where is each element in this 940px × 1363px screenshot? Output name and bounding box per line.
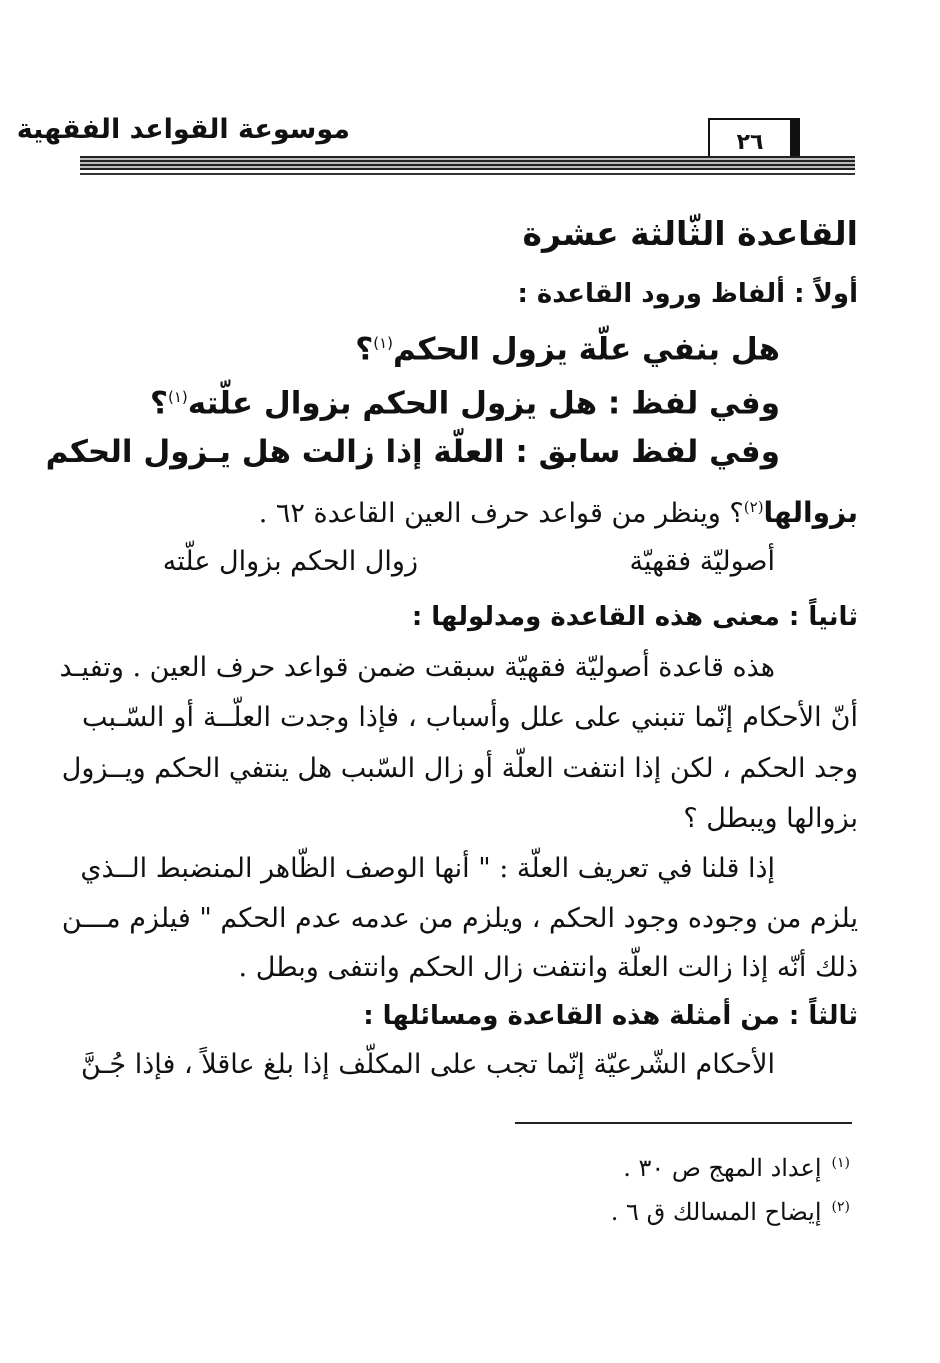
wording-3-line1: وفي لفظ سابق : العلّة إذا زالت هل يـزول الحكم (45, 434, 780, 470)
rule-title: القاعدة الثّالثة عشرة (522, 214, 858, 253)
rule-subject: زوال الحكم بزوال علّته (162, 546, 418, 577)
footnote-1-mark: (١) (831, 1155, 850, 1171)
para4-line1: الأحكام الشّرعيّة إنّما تجب على المكلّف إذا بلغ عاقلاً ، فإذا جُـنَّ (80, 1049, 775, 1080)
para3-line3: ذلك أنّه إذا زالت العلّة وانتفت زال الحكم وانتفى وبطل . (238, 952, 858, 983)
wording-1 (355, 323, 780, 369)
header-rule (80, 156, 855, 170)
footnote-1 (623, 1146, 850, 1185)
footnote-2-mark: (٢) (831, 1199, 850, 1215)
header-rule-thin (80, 173, 855, 175)
para2-line3: وجد الحكم ، لكن إذا انتفت العلّة أو زال السّبب هل ينتفي الحكم ويــزول (61, 753, 858, 784)
footnote-2-text: إيضاح المسالك ق ٦ . (610, 1198, 822, 1226)
para2-line1: هذه قاعدة أصوليّة فقهيّة سبقت ضمن قواعد حرف العين . وتفيـد (59, 652, 775, 683)
book-title: موسوعة القواعد الفقهية (16, 114, 350, 145)
section2-heading: ثانياً : معنى هذه القاعدة ومدلولها : (411, 602, 858, 632)
wording-1-qmark: ؟ (355, 331, 374, 368)
footnote-ref-3[interactable]: (٢) (743, 498, 764, 516)
para3-line1: إذا قلنا في تعريف العلّة : " أنها الوصف الظّاهر المنضبط الــذي (80, 853, 775, 884)
section1-heading: أولاً : ألفاظ ورود القاعدة : (517, 279, 858, 309)
footnote-ref-1[interactable]: (١) (373, 334, 394, 352)
wording-2 (150, 377, 780, 423)
para3-line2: يلزم من وجوده وجود الحكم ، ويلزم من عدمه عدم الحكم " فيلزم مـــن (61, 903, 858, 934)
footnote-separator (515, 1122, 852, 1124)
para2-line2: أنّ الأحكام إنّما تنبني على علل وأسباب ، فإذا وجدت العلّــة أو السّـبب (82, 702, 858, 733)
wording-3-line2 (259, 487, 858, 534)
rule-category: أصوليّة فقهيّة (629, 546, 775, 577)
page-number: ٢٦ (708, 118, 800, 168)
footnote-1-text: إعداد المهج ص ٣٠ . (623, 1154, 822, 1182)
wording-2-text: وفي لفظ : هل يزول الحكم بزوال علّته (187, 385, 780, 422)
footnote-ref-2[interactable]: (١) (167, 388, 188, 406)
wording-3-bold: بزوالها (763, 496, 858, 529)
wording-1-text: هل بنفي علّة يزول الحكم (393, 331, 780, 368)
footnote-2 (611, 1190, 850, 1229)
wording-3-rest: ؟ وينظر من قواعد حرف العين القاعدة ٦٢ . (258, 498, 744, 529)
section3-heading: ثالثاً : من أمثلة هذه القاعدة ومسائلها : (363, 1001, 858, 1031)
para2-line4: بزوالها ويبطل ؟ (683, 803, 858, 834)
wording-2-qmark: ؟ (150, 385, 168, 422)
running-header (16, 112, 855, 188)
